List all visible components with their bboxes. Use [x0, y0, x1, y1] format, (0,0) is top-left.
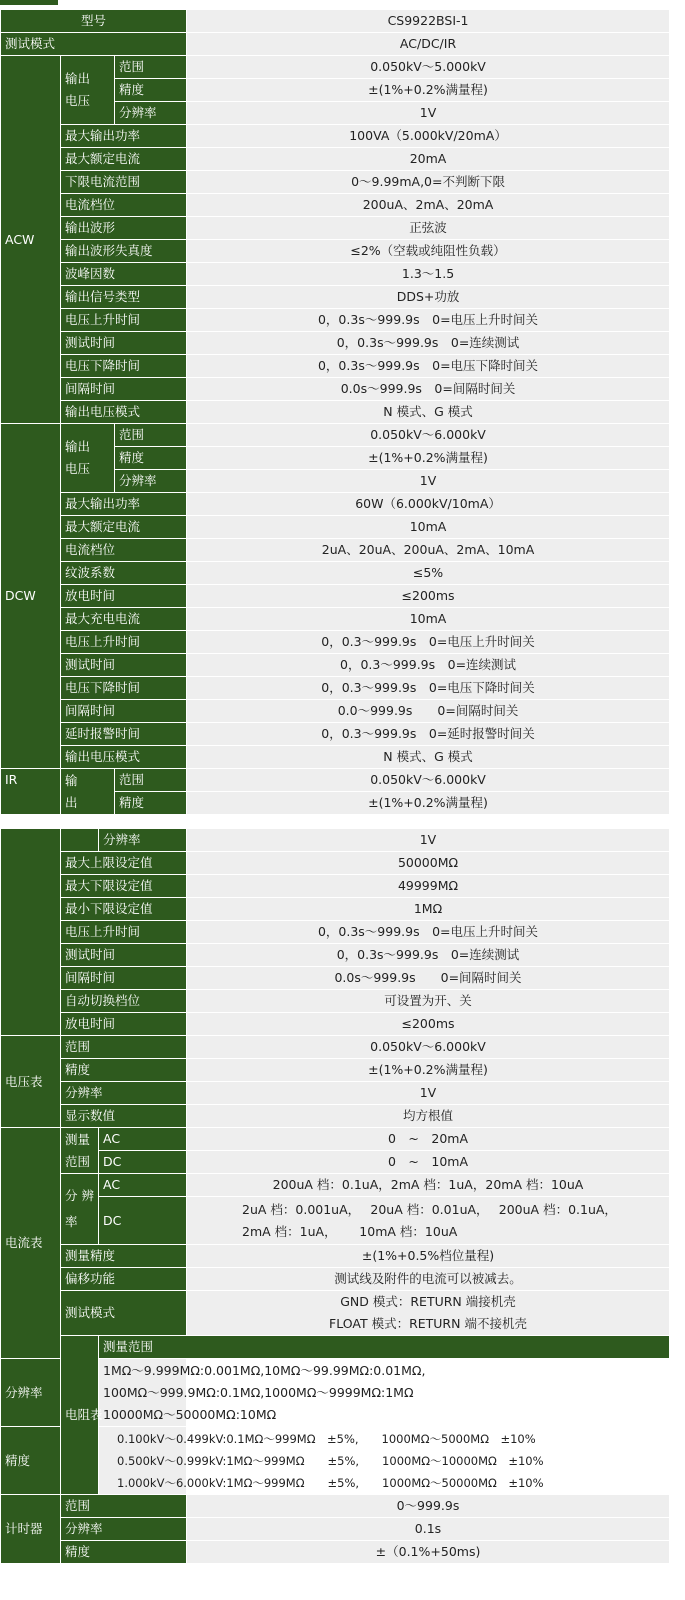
- spec-table-part1: [0, 9, 670, 815]
- ir-section-label: IR: [1, 769, 61, 815]
- spec-value: ≤200ms: [187, 1013, 670, 1036]
- acw-resolution-label: 分辨率: [115, 102, 187, 125]
- acw-range-row: [1, 56, 670, 79]
- cell-line: 1MΩ～9.999MΩ:0.001MΩ,10MΩ～99.99MΩ:0.01MΩ,: [103, 1362, 426, 1378]
- voltmeter-row: [1, 1105, 670, 1128]
- spec-value: 0，0.3～999.9s 0=电压上升时间关: [187, 631, 670, 654]
- cell-line: 范围: [65, 1153, 91, 1169]
- cell-line: GND 模式：RETURN 端接机壳: [340, 1294, 516, 1309]
- spec-label: 电压上升时间: [61, 631, 187, 654]
- acw-spec-row: [1, 378, 670, 401]
- voltmeter-row: [1, 1059, 670, 1082]
- model-row: [1, 10, 670, 33]
- timer-row: [1, 1541, 670, 1564]
- timer-section-label: 计时器: [1, 1495, 61, 1564]
- spec-label: 间隔时间: [61, 967, 187, 990]
- spec-label: 间隔时间: [61, 378, 187, 401]
- spec-value: 正弦波: [187, 217, 670, 240]
- test-mode-label: 测试模式: [61, 1291, 187, 1336]
- spec-value: 0，0.3s～999.9s 0=连续测试: [187, 332, 670, 355]
- ammeter-range-dc-row: [1, 1151, 670, 1174]
- dcw-spec-row: [1, 746, 670, 769]
- cell-line: 输出: [65, 439, 91, 454]
- cell-line: 10000MΩ～50000MΩ:10MΩ: [103, 1406, 277, 1422]
- res-ac-value: 200uA 档：0.1uA，2mA 档：1uA，20mA 档：10uA: [187, 1174, 670, 1197]
- spec-value: 0～9.99mA,0=不判断下限: [187, 171, 670, 194]
- cell-line: 输: [65, 772, 78, 788]
- dcw-range-label: 范围: [115, 424, 187, 447]
- ammeter-measure-range-label: [61, 1128, 99, 1174]
- acw-spec-row: [1, 194, 670, 217]
- acw-output-voltage-label: [61, 56, 115, 125]
- spec-label: 下限电流范围: [61, 171, 187, 194]
- dcw-range-value: 0.050kV～6.000kV: [187, 424, 670, 447]
- spec-value: N 模式、G 模式: [187, 401, 670, 424]
- ohmmeter-range-row: [1, 1336, 670, 1359]
- ir-output-continued: [61, 829, 99, 852]
- spec-value: 0，0.3s～999.9s 0=电压上升时间关: [187, 309, 670, 332]
- dcw-resolution-label: 分辨率: [115, 470, 187, 493]
- spec-value: 1MΩ: [187, 898, 670, 921]
- acw-spec-row: [1, 217, 670, 240]
- spec-value: ≤200ms: [187, 585, 670, 608]
- spec-value: 1V: [187, 1082, 670, 1105]
- spec-label: 显示数值: [61, 1105, 187, 1128]
- dcw-spec-row: [1, 562, 670, 585]
- dcw-accuracy-label: 精度: [115, 447, 187, 470]
- ir-spec-row: [1, 990, 670, 1013]
- spec-table-part2: [0, 828, 670, 1564]
- ammeter-res-dc-row: [1, 1197, 670, 1245]
- mode-value: AC/DC/IR: [187, 33, 670, 56]
- dcw-spec-row: [1, 654, 670, 677]
- spec-value: 测试线及附件的电流可以被减去。: [187, 1268, 670, 1291]
- dcw-spec-row: [1, 723, 670, 746]
- spec-value: 0.0s～999.9s 0=间隔时间关: [187, 967, 670, 990]
- acw-spec-row: [1, 125, 670, 148]
- spec-label: 间隔时间: [61, 700, 187, 723]
- spec-value: 0～999.9s: [187, 1495, 670, 1518]
- range-dc-value: 0 ~ 10mA: [187, 1151, 670, 1174]
- voltmeter-section-label: 电压表: [1, 1036, 61, 1128]
- cell-line: 分 辨: [65, 1188, 94, 1203]
- test-mode-values: [187, 1291, 670, 1336]
- cell-line: FLOAT 模式：RETURN 端不接机壳: [329, 1316, 527, 1331]
- cell-line: 电压: [65, 461, 91, 476]
- spec-value: ±(1%+0.5%档位量程): [187, 1245, 670, 1268]
- cell-line: 测量: [65, 1131, 91, 1147]
- acw-spec-row: [1, 263, 670, 286]
- cell-line: 1.000kV～6.000kV:1MΩ～999MΩ ±5%, 1000MΩ～50000MΩ ±10%: [117, 1475, 544, 1490]
- acw-spec-row: [1, 309, 670, 332]
- acw-accuracy-label: 精度: [115, 79, 187, 102]
- spec-value: 0.0～999.9s 0=间隔时间关: [187, 700, 670, 723]
- ir-spec-row: [1, 852, 670, 875]
- spec-label: 最大输出功率: [61, 493, 187, 516]
- acw-spec-row: [1, 332, 670, 355]
- acw-accuracy-value: ±(1%+0.2%满量程): [187, 79, 670, 102]
- acw-spec-row: [1, 401, 670, 424]
- top-accent-bar: [0, 0, 58, 5]
- timer-row: [1, 1495, 670, 1518]
- timer-row: [1, 1518, 670, 1541]
- spec-value: 0，0.3～999.9s 0=延时报警时间关: [187, 723, 670, 746]
- spec-value: 0.0s～999.9s 0=间隔时间关: [187, 378, 670, 401]
- acw-spec-row: [1, 148, 670, 171]
- ir-range-value: 0.050kV～6.000kV: [187, 769, 670, 792]
- spec-label: 输出波形失真度: [61, 240, 187, 263]
- spec-label: 范围: [61, 1036, 187, 1059]
- ac-label: AC: [99, 1128, 187, 1151]
- spec-label: 输出电压模式: [61, 401, 187, 424]
- spec-value: 0，0.3～999.9s 0=连续测试: [187, 654, 670, 677]
- ammeter-res-ac-row: [1, 1174, 670, 1197]
- spec-label: 输出电压模式: [61, 746, 187, 769]
- ir-section-continued: [1, 829, 61, 1036]
- acw-resolution-value: 1V: [187, 102, 670, 125]
- mode-label: 测试模式: [1, 33, 187, 56]
- spec-label: 自动切换档位: [61, 990, 187, 1013]
- ammeter-range-ac-row: [1, 1128, 670, 1151]
- spec-label: 最大额定电流: [61, 516, 187, 539]
- model-label: 型号: [1, 10, 187, 33]
- spec-label: 分辨率: [61, 1082, 187, 1105]
- dcw-spec-row: [1, 539, 670, 562]
- ohmmeter-resolution-label: 分辨率: [1, 1359, 99, 1427]
- spec-label: 测试时间: [61, 944, 187, 967]
- dcw-output-voltage-label: [61, 424, 115, 493]
- dc-label: DC: [99, 1197, 187, 1245]
- ir-accuracy-value: ±(1%+0.2%满量程): [187, 792, 670, 815]
- ir-output-label: [61, 769, 115, 815]
- dcw-range-row: [1, 424, 670, 447]
- spec-label: 分辨率: [61, 1518, 187, 1541]
- spec-value: ≤5%: [187, 562, 670, 585]
- ir-spec-row: [1, 944, 670, 967]
- spec-value: 100VA（5.000kV/20mA）: [187, 125, 670, 148]
- spec-label: 输出波形: [61, 217, 187, 240]
- spec-value: 60W（6.000kV/10mA）: [187, 493, 670, 516]
- acw-spec-row: [1, 171, 670, 194]
- dcw-spec-row: [1, 516, 670, 539]
- spec-label: 偏移功能: [61, 1268, 187, 1291]
- acw-spec-row: [1, 286, 670, 309]
- ir-resolution-row: [1, 829, 670, 852]
- dcw-spec-row: [1, 585, 670, 608]
- ir-spec-row: [1, 898, 670, 921]
- spec-label: 最大充电电流: [61, 608, 187, 631]
- spec-value: 1.3～1.5: [187, 263, 670, 286]
- ohmmeter-section-label: 电阻表: [61, 1336, 99, 1495]
- spec-value: 均方根值: [187, 1105, 670, 1128]
- spec-value: 可设置为开、关: [187, 990, 670, 1013]
- ir-range-row: [1, 769, 670, 792]
- spec-value: 0，0.3s～999.9s 0=连续测试: [187, 944, 670, 967]
- spec-label: 最大额定电流: [61, 148, 187, 171]
- ir-resolution-label: 分辨率: [99, 829, 187, 852]
- dc-label: DC: [99, 1151, 187, 1174]
- spec-value: 20mA: [187, 148, 670, 171]
- spec-value: 10mA: [187, 608, 670, 631]
- cell-line: 2mA 档：1uA， 10mA 档：10uA: [242, 1223, 458, 1239]
- cell-line: 出: [65, 794, 78, 810]
- dcw-section-label: DCW: [1, 424, 61, 769]
- spec-label: 输出信号类型: [61, 286, 187, 309]
- acw-range-label: 范围: [115, 56, 187, 79]
- ac-label: AC: [99, 1174, 187, 1197]
- spec-label: 最大上限设定值: [61, 852, 187, 875]
- cell-line: 率: [65, 1214, 78, 1229]
- cell-line: 输出: [65, 71, 91, 86]
- ammeter-resolution-label: [61, 1174, 99, 1245]
- spec-label: 最大下限设定值: [61, 875, 187, 898]
- spec-value: 49999MΩ: [187, 875, 670, 898]
- ir-spec-row: [1, 967, 670, 990]
- spec-label: 放电时间: [61, 1013, 187, 1036]
- spec-label: 范围: [61, 1495, 187, 1518]
- cell-line: 2uA 档：0.001uA， 20uA 档：0.01uA， 200uA 档：0.1uA，: [242, 1201, 617, 1217]
- spec-value: 200uA、2mA、20mA: [187, 194, 670, 217]
- dcw-accuracy-value: ±(1%+0.2%满量程): [187, 447, 670, 470]
- spec-value: 2uA、20uA、200uA、2mA、10mA: [187, 539, 670, 562]
- spec-label: 电流档位: [61, 539, 187, 562]
- ohmmeter-resolution-values: [99, 1359, 426, 1427]
- cell-line: 电压: [65, 93, 91, 108]
- acw-range-value: 0.050kV～5.000kV: [187, 56, 670, 79]
- acw-spec-row: [1, 240, 670, 263]
- range-ac-value: 0 ~ 20mA: [187, 1128, 670, 1151]
- spec-value: 0，0.3s～999.9s 0=电压上升时间关: [187, 921, 670, 944]
- dcw-spec-row: [1, 493, 670, 516]
- dcw-resolution-value: 1V: [187, 470, 670, 493]
- cell-line: 0.100kV～0.499kV:0.1MΩ～999MΩ ±5%, 1000MΩ～5000MΩ ±10%: [117, 1431, 536, 1446]
- spec-label: 电压上升时间: [61, 309, 187, 332]
- spec-value: ±(1%+0.2%满量程): [187, 1059, 670, 1082]
- spec-label: 精度: [61, 1059, 187, 1082]
- spec-label: 纹波系数: [61, 562, 187, 585]
- spec-label: 波峰因数: [61, 263, 187, 286]
- spec-label: 测试时间: [61, 654, 187, 677]
- dcw-spec-row: [1, 700, 670, 723]
- spec-value: 10mA: [187, 516, 670, 539]
- spec-label: 最小下限设定值: [61, 898, 187, 921]
- acw-spec-row: [1, 355, 670, 378]
- ohmmeter-range-label: 测量范围: [99, 1336, 670, 1359]
- spec-label: 精度: [61, 1541, 187, 1564]
- dcw-spec-row: [1, 631, 670, 654]
- cell-line: 100MΩ～999.9MΩ:0.1MΩ,1000MΩ～9999MΩ:1MΩ: [103, 1384, 414, 1400]
- spec-value: DDS+功放: [187, 286, 670, 309]
- res-dc-value: [187, 1197, 670, 1245]
- spec-value: 0.1s: [187, 1518, 670, 1541]
- ammeter-section-label: 电流表: [1, 1128, 61, 1359]
- spec-value: ≤2%（空载或纯阻性负载）: [187, 240, 670, 263]
- voltmeter-row: [1, 1036, 670, 1059]
- spec-value: N 模式、G 模式: [187, 746, 670, 769]
- spec-value: 50000MΩ: [187, 852, 670, 875]
- spec-value: ±（0.1%+50ms): [187, 1541, 670, 1564]
- spec-label: 延时报警时间: [61, 723, 187, 746]
- ir-accuracy-label: 精度: [115, 792, 187, 815]
- ammeter-spec-row: [1, 1268, 670, 1291]
- dcw-spec-row: [1, 608, 670, 631]
- ammeter-mode-row: [1, 1291, 670, 1336]
- dcw-spec-row: [1, 677, 670, 700]
- spec-label: 放电时间: [61, 585, 187, 608]
- voltmeter-row: [1, 1082, 670, 1105]
- ohmmeter-accuracy-row: [1, 1427, 670, 1495]
- model-value: CS9922BSI-1: [187, 10, 670, 33]
- ir-range-label: 范围: [115, 769, 187, 792]
- ir-spec-row: [1, 1013, 670, 1036]
- spec-value: 0.050kV～6.000kV: [187, 1036, 670, 1059]
- cell-line: 0.500kV～0.999kV:1MΩ～999MΩ ±5%, 1000MΩ～10000MΩ ±10%: [117, 1453, 544, 1468]
- spec-value: 0，0.3s～999.9s 0=电压下降时间关: [187, 355, 670, 378]
- spec-value: 0，0.3～999.9s 0=电压下降时间关: [187, 677, 670, 700]
- spec-label: 最大输出功率: [61, 125, 187, 148]
- spec-label: 电压下降时间: [61, 355, 187, 378]
- ir-spec-row: [1, 875, 670, 898]
- spec-label: 测量精度: [61, 1245, 187, 1268]
- spec-label: 电压上升时间: [61, 921, 187, 944]
- ohmmeter-accuracy-values: [99, 1427, 544, 1495]
- spec-label: 电流档位: [61, 194, 187, 217]
- ohmmeter-accuracy-label: 精度: [1, 1427, 99, 1495]
- ammeter-spec-row: [1, 1245, 670, 1268]
- ir-resolution-value: 1V: [187, 829, 670, 852]
- spec-label: 测试时间: [61, 332, 187, 355]
- mode-row: [1, 33, 670, 56]
- spec-label: 电压下降时间: [61, 677, 187, 700]
- acw-section-label: ACW: [1, 56, 61, 424]
- ir-spec-row: [1, 921, 670, 944]
